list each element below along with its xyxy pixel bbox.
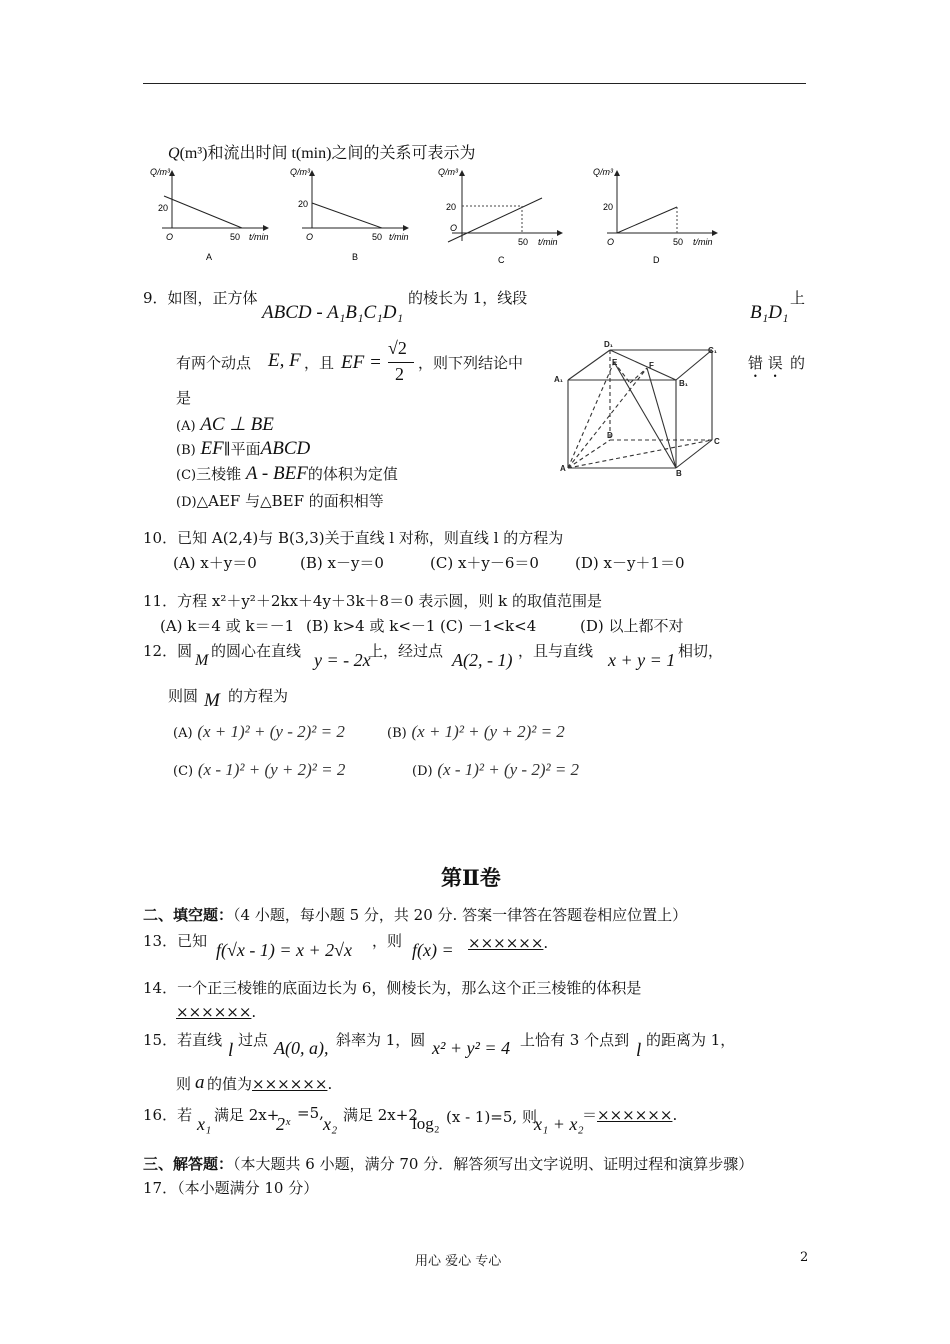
svg-text:B: B bbox=[676, 469, 682, 478]
svg-text:C: C bbox=[714, 437, 720, 446]
graph-a-ylabel: Q/m³ bbox=[150, 167, 170, 177]
q15-t7: 的值为××××××. bbox=[207, 1075, 333, 1093]
q16-x2: x₂ bbox=[323, 1114, 338, 1134]
graph-a-label: A bbox=[206, 252, 213, 262]
q9-text2: 的棱长为 1，线段 bbox=[408, 289, 528, 307]
q9-option-d: (D)△AEF 与△BEF 的面积相等 bbox=[176, 492, 384, 510]
graph-b-label: B bbox=[352, 252, 359, 262]
q16-t5: (x - 1)=5, 则 bbox=[446, 1108, 537, 1126]
q9-line1: 9．如图，正方体 bbox=[143, 289, 258, 307]
q12-tangent: x + y = 1 bbox=[608, 650, 676, 670]
svg-text:O: O bbox=[450, 223, 458, 233]
q15-t1: 15．若直线 bbox=[143, 1031, 223, 1049]
q9-segment: B₁D₁ bbox=[750, 302, 789, 323]
svg-text:t/min: t/min bbox=[693, 237, 713, 247]
q8-cont-line: Q(m³)和流出时间 t(min)之间的关系可表示为 bbox=[168, 145, 476, 162]
graph-b bbox=[290, 167, 409, 262]
q15-a: a bbox=[195, 1072, 205, 1093]
svg-text:50: 50 bbox=[673, 237, 684, 247]
graph-c bbox=[438, 167, 562, 265]
q12-t5: 则圆 bbox=[168, 687, 199, 705]
svg-text:O: O bbox=[306, 232, 314, 242]
sec2-heading: 二、填空题：（4 小题，每小题 5 分，共 20 分. 答案一律答在答题卷相应位置上） bbox=[143, 906, 688, 924]
svg-text:20: 20 bbox=[298, 199, 309, 209]
q9-wrong: 错 误 bbox=[748, 354, 783, 372]
graph-a bbox=[150, 167, 269, 262]
svg-text:A: A bbox=[560, 464, 566, 473]
q15-t2: 过点 bbox=[238, 1031, 269, 1049]
q9-ef: E, F bbox=[268, 350, 301, 371]
q9-cube-name: ABCD - A₁B₁C₁D₁ bbox=[262, 302, 404, 323]
page-number: 2 bbox=[800, 1250, 809, 1265]
svg-text:t/min: t/min bbox=[249, 232, 269, 242]
q15-t5: 的距离为 1， bbox=[646, 1031, 736, 1049]
q15-t4: 上恰有 3 个点到 bbox=[520, 1031, 630, 1049]
q10-text: 10．已知 A(2,4)与 B(3,3)关于直线 l 对称，则直线 l 的方程为 bbox=[143, 529, 564, 547]
q11-option-c: (C) －1<k<4 bbox=[440, 617, 537, 635]
part2-title: 第Ⅱ卷 bbox=[441, 865, 501, 890]
q12-t4: 相切， bbox=[678, 642, 724, 660]
svg-text:t/min: t/min bbox=[389, 232, 409, 242]
q9-option-a: (A) AC ⊥ BE bbox=[176, 414, 274, 435]
q9-shi: 是 bbox=[176, 389, 192, 407]
svg-text:20: 20 bbox=[446, 202, 457, 212]
q12-num: 12．圆 bbox=[143, 642, 193, 660]
q13-math: f(√x - 1) = x + 2√x bbox=[216, 940, 353, 960]
q12-t6: 的方程为 bbox=[228, 687, 289, 705]
q16-pow: 2ˣ bbox=[276, 1114, 291, 1134]
q16-x1: x₁ bbox=[197, 1114, 212, 1134]
q16-log: log₂ bbox=[412, 1114, 440, 1133]
q15-l: l bbox=[228, 1040, 234, 1061]
q13-t1: 13．已知 bbox=[143, 932, 208, 950]
svg-text:O: O bbox=[607, 237, 615, 247]
q11-option-b: (B) k>4 或 k<－1 bbox=[306, 617, 436, 635]
q11-option-d: (D) 以上都不对 bbox=[580, 617, 684, 635]
q15-l2: l bbox=[636, 1040, 642, 1061]
graph-d-label: D bbox=[653, 255, 660, 265]
q16-blank: ＝××××××. bbox=[582, 1106, 678, 1124]
q10-option-d: (D) x－y＋1＝0 bbox=[575, 554, 685, 572]
q13-t2: ，则 bbox=[372, 932, 403, 950]
q17-heading: 17．（本小题满分 10 分） bbox=[143, 1179, 319, 1197]
q11-text: 11．方程 x²＋y²＋2kx＋4y＋3k＋8＝0 表示圆，则 k 的取值范围是 bbox=[143, 592, 603, 610]
q10-option-a: (A) x＋y＝0 bbox=[173, 554, 257, 572]
q12-t3: ，且与直线 bbox=[518, 642, 594, 660]
q10-option-b: (B) x－y＝0 bbox=[300, 554, 384, 572]
svg-text:50: 50 bbox=[230, 232, 241, 242]
q9-option-b: (B) EF∥平面ABCD bbox=[176, 438, 311, 459]
q9-frac-den: 2 bbox=[395, 364, 404, 384]
svg-text:C₁: C₁ bbox=[708, 346, 718, 355]
q15-circle: x² + y² = 4 bbox=[432, 1038, 511, 1058]
q9-cube-figure bbox=[552, 338, 727, 480]
svg-text:20: 20 bbox=[158, 203, 169, 213]
q14-text: 14．一个正三棱锥的底面边长为 6，侧棱长为，那么这个正三棱锥的体积是 bbox=[143, 979, 642, 997]
svg-text:50: 50 bbox=[518, 237, 529, 247]
q16-t4: 满足 2x+2 bbox=[343, 1106, 418, 1124]
q9-frac-bar bbox=[388, 362, 414, 363]
svg-text:Q/m³: Q/m³ bbox=[438, 167, 458, 177]
svg-text:t/min: t/min bbox=[538, 237, 558, 247]
q12-option-a: (A) (x + 1)² + (y - 2)² = 2 bbox=[173, 722, 345, 741]
q16-t2: 满足 2x+ bbox=[214, 1106, 280, 1124]
header-rule bbox=[143, 83, 806, 84]
svg-text:50: 50 bbox=[372, 232, 383, 242]
q12-line: y = - 2x bbox=[314, 650, 371, 670]
q9-de: 的 bbox=[790, 354, 806, 372]
q14-blank: ××××××. bbox=[176, 1003, 257, 1021]
q12-point: A(2, - 1) bbox=[452, 650, 513, 670]
graph-c-label: C bbox=[498, 255, 505, 265]
q12-t1: 的圆心在直线 bbox=[211, 642, 302, 660]
q9-line2a: 有两个动点 bbox=[176, 354, 252, 372]
svg-text:E: E bbox=[612, 358, 618, 367]
svg-text:Q/m³: Q/m³ bbox=[593, 167, 613, 177]
q13-math2: f(x) = bbox=[412, 940, 454, 960]
svg-text:D: D bbox=[607, 431, 613, 440]
svg-text:F: F bbox=[649, 361, 654, 370]
q9-text3: 上 bbox=[790, 289, 806, 307]
q12-m: M bbox=[195, 652, 209, 669]
q15-t6: 则 bbox=[176, 1075, 192, 1093]
svg-text:A₁: A₁ bbox=[554, 375, 564, 384]
q12-m2: M bbox=[204, 690, 220, 711]
svg-text:Q/m³: Q/m³ bbox=[290, 167, 310, 177]
svg-text:20: 20 bbox=[603, 202, 614, 212]
q9-line2b: ，且 bbox=[304, 354, 335, 372]
q8-graphs bbox=[150, 165, 750, 270]
q9-ef-eq: EF = bbox=[341, 352, 382, 373]
q9-frac-num: √2 bbox=[388, 338, 407, 358]
graph-d bbox=[593, 167, 717, 265]
q10-option-c: (C) x＋y－6＝0 bbox=[430, 554, 539, 572]
q16-sum: x₁ + x₂ bbox=[534, 1114, 584, 1134]
q12-option-b: (B) (x + 1)² + (y + 2)² = 2 bbox=[387, 722, 565, 741]
sec3-heading: 三、解答题：（本大题共 6 小题，满分 70 分．解答须写出文字说明、证明过程和演算步骤） bbox=[143, 1155, 754, 1173]
q12-t2: 上，经过点 bbox=[368, 642, 444, 660]
svg-text:O: O bbox=[166, 232, 174, 242]
q15-point: A(0, a), bbox=[274, 1038, 329, 1058]
q11-option-a: (A) k＝4 或 k＝－1 bbox=[160, 617, 295, 635]
svg-text:B₁: B₁ bbox=[679, 379, 689, 388]
q15-t3: 斜率为 1，圆 bbox=[336, 1031, 426, 1049]
q16-t1: 16．若 bbox=[143, 1106, 193, 1124]
q9-line2c: ，则下列结论中 bbox=[418, 354, 524, 372]
q13-blank: ××××××. bbox=[468, 934, 549, 952]
footer-text: 用心 爱心 专心 bbox=[415, 1254, 502, 1269]
q12-option-d: (D) (x - 1)² + (y - 2)² = 2 bbox=[412, 760, 580, 779]
svg-text:D₁: D₁ bbox=[604, 340, 614, 349]
q16-t3: =5, bbox=[297, 1104, 324, 1122]
q12-option-c: (C) (x - 1)² + (y + 2)² = 2 bbox=[173, 760, 346, 779]
q9-option-c: (C)三棱锥 A - BEF的体积为定值 bbox=[176, 463, 398, 484]
